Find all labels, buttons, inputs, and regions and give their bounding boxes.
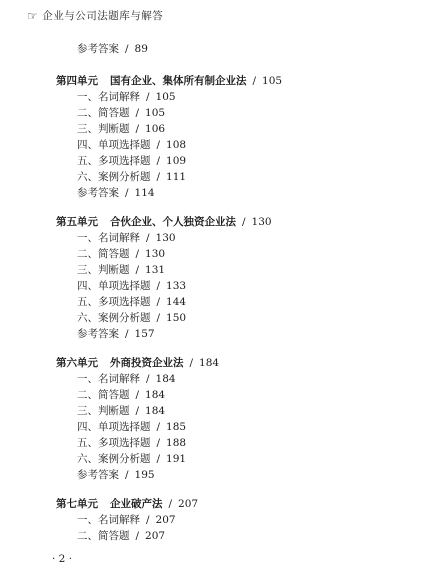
entry-page: 184	[145, 405, 166, 417]
toc-entry	[77, 438, 186, 449]
toc-entry	[77, 454, 186, 465]
entry-page: 130	[145, 248, 166, 260]
entry-page: 111	[166, 171, 187, 183]
entry-page: 188	[166, 437, 187, 449]
entry-label: 一、名词解释	[77, 373, 140, 385]
toc-unit-heading	[56, 499, 198, 510]
entry-page: 106	[145, 123, 166, 135]
entry-page: 150	[166, 312, 187, 324]
page-separator: /	[168, 498, 173, 510]
entry-page: 157	[134, 328, 155, 340]
toc-entry	[77, 265, 165, 276]
toc-entry	[77, 297, 186, 308]
toc-entry	[77, 249, 165, 260]
entry-label: 参考答案	[77, 328, 119, 340]
unit-page: 105	[262, 75, 283, 87]
entry-label: 五、多项选择题	[77, 155, 151, 167]
page-separator: /	[156, 437, 161, 449]
toc-entry	[77, 92, 176, 103]
entry-page: 144	[166, 296, 187, 308]
page-separator: /	[135, 123, 140, 135]
page-separator: /	[156, 280, 161, 292]
entry-label: 四、单项选择题	[77, 139, 151, 151]
entry-page: 195	[134, 469, 155, 481]
unit-title: 外商投资企业法	[110, 357, 184, 369]
entry-label: 四、单项选择题	[77, 421, 151, 433]
entry-page: 105	[155, 91, 176, 103]
entry-label: 参考答案	[77, 187, 119, 199]
page-separator: /	[189, 357, 194, 369]
page-separator: /	[125, 328, 129, 340]
entry-page: 105	[145, 107, 166, 119]
entry-label: 六、案例分析题	[77, 453, 151, 465]
page-separator: /	[146, 373, 150, 385]
entry-page: 108	[166, 139, 187, 151]
toc-entry	[77, 374, 176, 385]
entry-page: 207	[145, 530, 166, 542]
toc-entry	[77, 422, 186, 433]
page-separator: /	[125, 469, 129, 481]
entry-page: 184	[155, 373, 176, 385]
page-separator: /	[146, 91, 150, 103]
page-separator: /	[135, 107, 140, 119]
entry-page: 89	[134, 43, 148, 55]
unit-page: 207	[178, 498, 199, 510]
entry-page: 133	[166, 280, 187, 292]
page-separator: /	[135, 405, 140, 417]
entry-page: 130	[155, 232, 176, 244]
entry-label: 二、简答题	[77, 107, 130, 119]
toc-entry	[77, 108, 165, 119]
entry-page: 131	[145, 264, 166, 276]
unit-page: 130	[251, 216, 272, 228]
entry-label: 一、名词解释	[77, 232, 140, 244]
page-separator: /	[135, 248, 140, 260]
toc-entry	[77, 329, 155, 340]
entry-page: 114	[134, 187, 155, 199]
unit-title: 企业破产法	[110, 498, 163, 510]
entry-label: 六、案例分析题	[77, 312, 151, 324]
entry-page: 185	[166, 421, 187, 433]
unit-title: 合伙企业、个人独资企业法	[110, 216, 236, 228]
page-separator: /	[156, 453, 161, 465]
page-separator: /	[242, 216, 246, 228]
toc-entry	[77, 390, 165, 401]
entry-label: 二、简答题	[77, 530, 130, 542]
toc-entry	[77, 172, 186, 183]
page-separator: /	[125, 187, 129, 199]
toc-entry	[77, 156, 186, 167]
entry-label: 二、简答题	[77, 389, 130, 401]
toc-entry	[77, 188, 155, 199]
entry-label: 四、单项选择题	[77, 280, 151, 292]
page-separator: /	[135, 530, 140, 542]
entry-label: 一、名词解释	[77, 91, 140, 103]
page-number: · 2 ·	[52, 553, 73, 565]
toc-unit-heading	[56, 76, 282, 87]
toc-entry	[77, 406, 165, 417]
toc-unit-heading	[56, 217, 272, 228]
toc-entry	[77, 44, 148, 55]
entry-label: 参考答案	[77, 43, 119, 55]
toc-entry	[77, 281, 186, 292]
toc-entry	[77, 470, 155, 481]
unit-number: 第五单元	[56, 216, 98, 228]
entry-page: 207	[155, 514, 176, 526]
page-separator: /	[252, 75, 257, 87]
unit-number: 第六单元	[56, 357, 98, 369]
page-separator: /	[156, 171, 161, 183]
pointing-hand-icon: ☞	[27, 8, 39, 23]
page-separator: /	[125, 43, 129, 55]
toc-entry	[77, 124, 165, 135]
page-separator: /	[135, 389, 140, 401]
entry-page: 109	[166, 155, 187, 167]
entry-label: 三、判断题	[77, 264, 130, 276]
entry-label: 一、名词解释	[77, 514, 140, 526]
page-separator: /	[156, 139, 161, 151]
toc-entry	[77, 233, 176, 244]
unit-number: 第四单元	[56, 75, 98, 87]
page-separator: /	[156, 421, 161, 433]
toc-entry	[77, 531, 165, 542]
entry-page: 184	[145, 389, 166, 401]
page-separator: /	[146, 232, 150, 244]
page-separator: /	[156, 296, 161, 308]
toc-entry	[77, 313, 186, 324]
toc-unit-heading	[56, 358, 219, 369]
page-separator: /	[135, 264, 140, 276]
entry-page: 191	[166, 453, 187, 465]
toc-entry	[77, 140, 186, 151]
book-title: 企业与公司法题库与解答	[42, 10, 164, 22]
toc-entry	[77, 515, 176, 526]
entry-label: 六、案例分析题	[77, 171, 151, 183]
entry-label: 五、多项选择题	[77, 296, 151, 308]
entry-label: 三、判断题	[77, 405, 130, 417]
entry-label: 五、多项选择题	[77, 437, 151, 449]
unit-number: 第七单元	[56, 498, 98, 510]
unit-title: 国有企业、集体所有制企业法	[110, 75, 247, 87]
entry-label: 三、判断题	[77, 123, 130, 135]
unit-page: 184	[199, 357, 220, 369]
page-separator: /	[146, 514, 150, 526]
entry-label: 参考答案	[77, 469, 119, 481]
entry-label: 二、简答题	[77, 248, 130, 260]
page-separator: /	[156, 312, 161, 324]
page-separator: /	[156, 155, 161, 167]
